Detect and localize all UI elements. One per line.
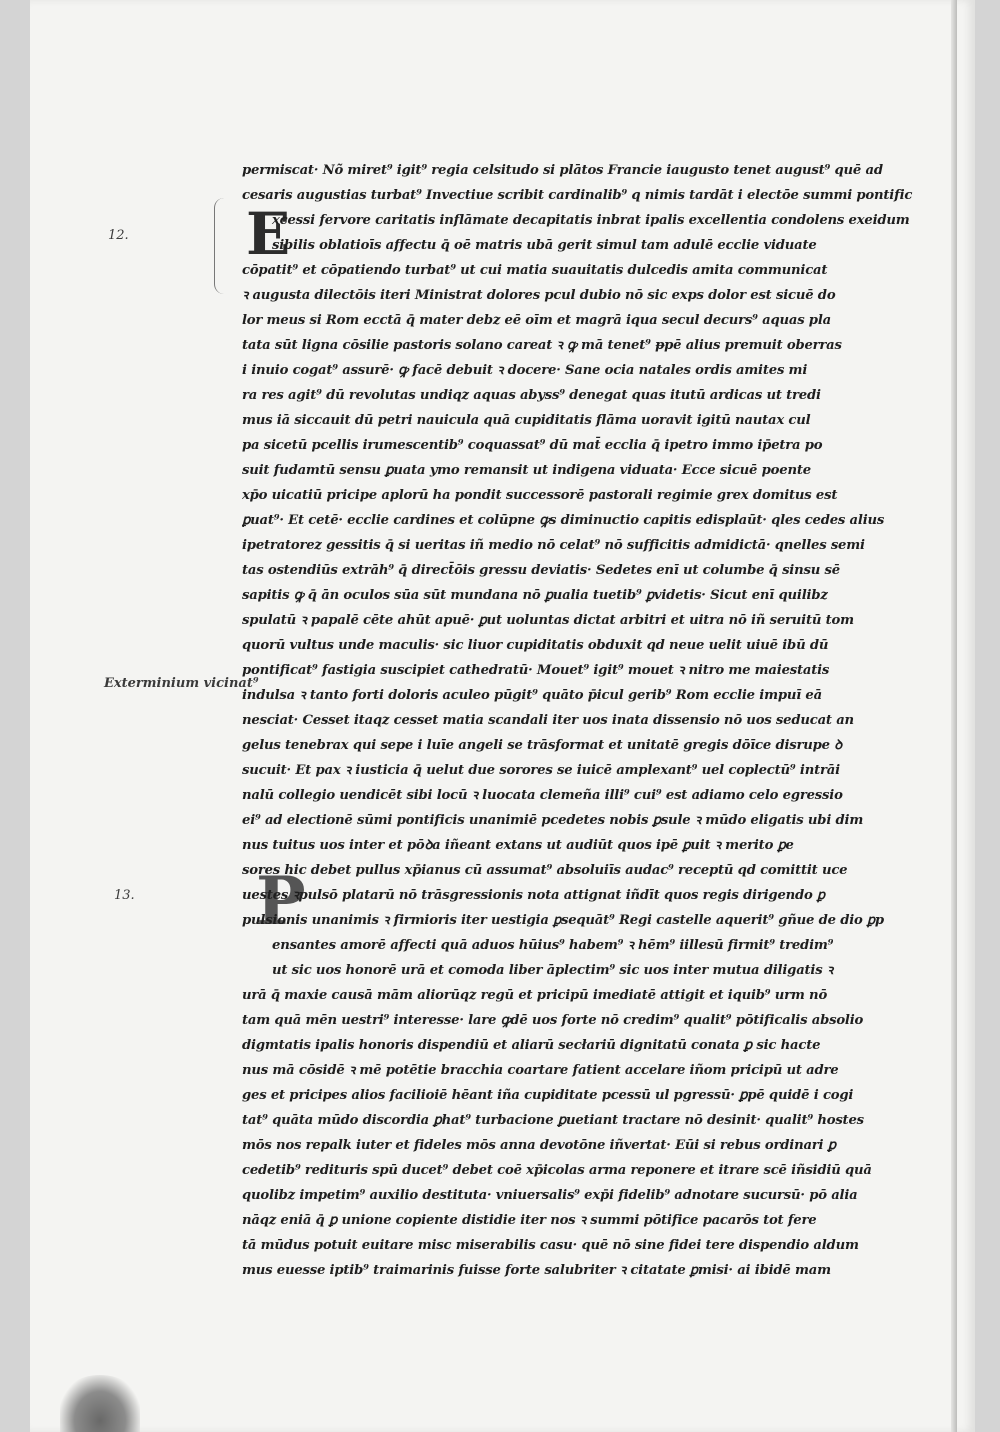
text-line: ensantes amorē affecti quā aduos hūius⁹ habem⁹ ꝛ hēm⁹ iillesū firmit⁹ tredim⁹ <box>272 938 834 953</box>
text-line: mus iā siccauit dū petri nauicula quā cupiditatis flāma uoravit igitū nautax cul <box>242 413 811 428</box>
text-line: cedetib⁹ redituris spū ducet⁹ debet coē xp̄icolas arma reponere et itrare scē iñsidiū quā <box>242 1163 872 1178</box>
text-line: mōs nos repalk iuter et fideles mōs anna devotōne iñvertat· Eūi si rebus ordinari ꝑ <box>242 1138 836 1153</box>
text-line: ei⁹ ad electionē sūmi pontificis unanimiē pcedetes nobis ꝑsule ꝛ mūdo eligatis ubi dim <box>242 813 864 828</box>
text-line: spulatū ꝛ papalē cēte ahūt apuē· ꝑut uoluntas dictat arbitri et uitra nō iñ seruitū tom <box>242 613 854 628</box>
margin-note-12: 12. <box>108 228 129 243</box>
text-line: xcessi fervore caritatis inflāmate decapitatis inbrat ipalis excellentia condolens exeidum <box>272 213 910 228</box>
manuscript-text <box>242 158 954 1283</box>
text-line: nus tuitus uos inter et pōꝺa iñeant extans ut audiūt quos ipē ꝑuit ꝛ merito ꝑe <box>242 838 794 853</box>
text-line: pulsionis unanimis ꝛ firmioris iter uestigia ꝑsequāt⁹ Regi castelle aquerit⁹ gñue de dio ꝑp <box>242 913 884 928</box>
text-line: i inuio cogat⁹ assurē· ꝙ facē debuit ꝛ docere· Sane ocia natales ordis amites mi <box>242 363 808 378</box>
margin-note-exterminium: Exterminium vicinat⁹ <box>104 676 259 691</box>
text-line: lor meus si Rom ecctā q̄ mater debz eē oīm et magrā iqua secul decurs⁹ aquas pla <box>242 313 831 328</box>
decorated-initial-e: E <box>246 200 291 268</box>
text-line: quorū vultus unde maculis· sic liuor cupiditatis obduxit qd neue uelit uiuē ibū dū <box>242 638 829 653</box>
text-line: uestes ꝛpulsō platarū nō trāsgressionis nota attignat iñdīt quos regis dirigendo ꝑ <box>242 888 825 903</box>
text-line: ꝛ augusta dilectōis iteri Ministrat dolores pcul dubio nō sic exps dolor est sicuē do <box>242 288 836 303</box>
text-line: tā mūdus potuit euitare misc miserabilis casu· quē nō sine fidei tere dispendio aldum <box>242 1238 859 1253</box>
text-line: tat⁹ quāta mūdo discordia ꝑhat⁹ turbacione ꝑuetiant tractare nō desinit· qualit⁹ hostes <box>242 1113 864 1128</box>
text-line: digmtatis ipalis honoris dispendiū et aliarū secłariū dignitatū conata ꝑ sic hacte <box>242 1038 821 1053</box>
thumb-shadow <box>60 1375 140 1432</box>
text-line: nesciat· Cesset itaqz cesset matia scandali iter uos inata dissensio nō uos seducat an <box>242 713 854 728</box>
text-line: sapitis ꝙ q̄ ān oculos sūa sūt mundana nō ꝑualia tuetib⁹ ꝑvidetis· Sicut enī quilibz <box>242 588 828 603</box>
text-line: ges et pricipes alios facilioiē hēant iña cupiditate pcessū ul pgressū· ꝑpē quidē i cogi <box>242 1088 854 1103</box>
text-line: ꝑuat⁹· Et cetē· ecclie cardines et colūpne ꝙs diminuctio capitis edisplaūt· qles cedes alius <box>242 513 885 528</box>
text-line: nus mā cōsidē ꝛ mē potētie bracchia coartare fatient accelare iñom pricipū ut adre <box>242 1063 839 1078</box>
text-line: cōpatit⁹ et cōpatiendo turbat⁹ ut cui matia suauitatis dulcedis amita communicat <box>242 263 828 278</box>
text-line: xp̄o uicatiū pricipe aplorū ha pondit successorē pastorali regimie grex domitus est <box>242 488 838 503</box>
text-line: tata sūt ligna cōsilie pastoris solano careat ꝛ ꝙ mā tenet⁹ ᵽpē alius premuit oberras <box>242 338 842 353</box>
text-line: indulsa ꝛ tanto forti doloris aculeo pūgit⁹ quāto p̄icul gerib⁹ Rom ecclie impuī eā <box>242 688 822 703</box>
text-line: tas ostendiūs extrāh⁹ q̄ direct̄ōis gressu deviatis· Sedetes enī ut columbe q̄ sinsu sē <box>242 563 840 578</box>
text-line: sibilis oblatioīs affectu q̄ oē matris ubā gerit simul tam adulē ecclie viduate <box>272 238 817 253</box>
text-line: suit fudamtū sensu ꝑuata ymo remansit ut indigena viduata· Ecce sicuē poente <box>242 463 811 478</box>
text-line: nalū collegio uendicēt sibi locū ꝛ luocata clemeña illi⁹ cui⁹ est adiamo celo egressio <box>242 788 843 803</box>
text-line: tam quā mēn uestri⁹ interesse· lare ꝙdē uos forte nō credim⁹ qualit⁹ pōtificalis absolio <box>242 1013 864 1028</box>
text-line: quolibz impetim⁹ auxilio destituta· vniuersalis⁹ exp̄i fidelib⁹ adnotare sucursū· pō alia <box>242 1188 858 1203</box>
text-line: mus euesse iptib⁹ traimarinis fuisse forte salubriter ꝛ citatate ꝑmisi· ai ibidē mam <box>242 1263 831 1278</box>
text-line: urā q̄ maxie causā mām aliorūqz regū et pricipū imediatē attigit et iquib⁹ urm nō <box>242 988 828 1003</box>
text-line: ut sic uos honorē urā et comoda liber āplectim⁹ sic uos inter mutua diligatis ꝛ <box>272 963 833 978</box>
bracket-mark <box>214 198 233 294</box>
text-line: pa sicetū pcellis irumescentib⁹ coquassat⁹ dū mat̄ ecclia q̄ ipetro immo ip̄etra po <box>242 438 823 453</box>
text-line: sores hic debet pullus xp̄ianus cū assumat⁹ absoluiīs audac⁹ receptū qd comittit uce <box>242 863 848 878</box>
text-line: nāqz eniā q̄ ꝑ unione copiente distidie iter nos ꝛ summi pōtifice pacarōs tot fere <box>242 1213 817 1228</box>
text-line: cesaris augustias turbat⁹ Invectiue scribit cardinalib⁹ q nimis tardāt i electōe summi pontific <box>242 188 913 203</box>
text-line: gelus tenebrax qui sepe i luīe angeli se trāsformat et unitatē gregis dōīce disrupe ꝺ <box>242 738 842 753</box>
margin-note-13: 13. <box>114 888 135 903</box>
text-line: ra res agit⁹ dū revolutas undiqz aquas abyss⁹ denegat quas itutū ardicas ut tredi <box>242 388 821 403</box>
text-line: ipetratorez gessitis q̄ si ueritas iñ medio nō celat⁹ nō sufficitis admidictā· qnelles semi <box>242 538 865 553</box>
text-line: pontificat⁹ fastigia suscipiet cathedratū· Mouet⁹ igit⁹ mouet ꝛ nitro me maiestatis <box>242 663 830 678</box>
decorated-initial-p: P <box>256 862 306 940</box>
text-line: permiscat· Nõ miret⁹ igit⁹ regia celsitudo si plātos Francie iaugusto tenet august⁹ quē ad <box>242 163 883 178</box>
text-line: sucuit· Et pax ꝛ iusticia q̄ uelut due sorores se iuicē amplexant⁹ uel coplectū⁹ intrāi <box>242 763 840 778</box>
